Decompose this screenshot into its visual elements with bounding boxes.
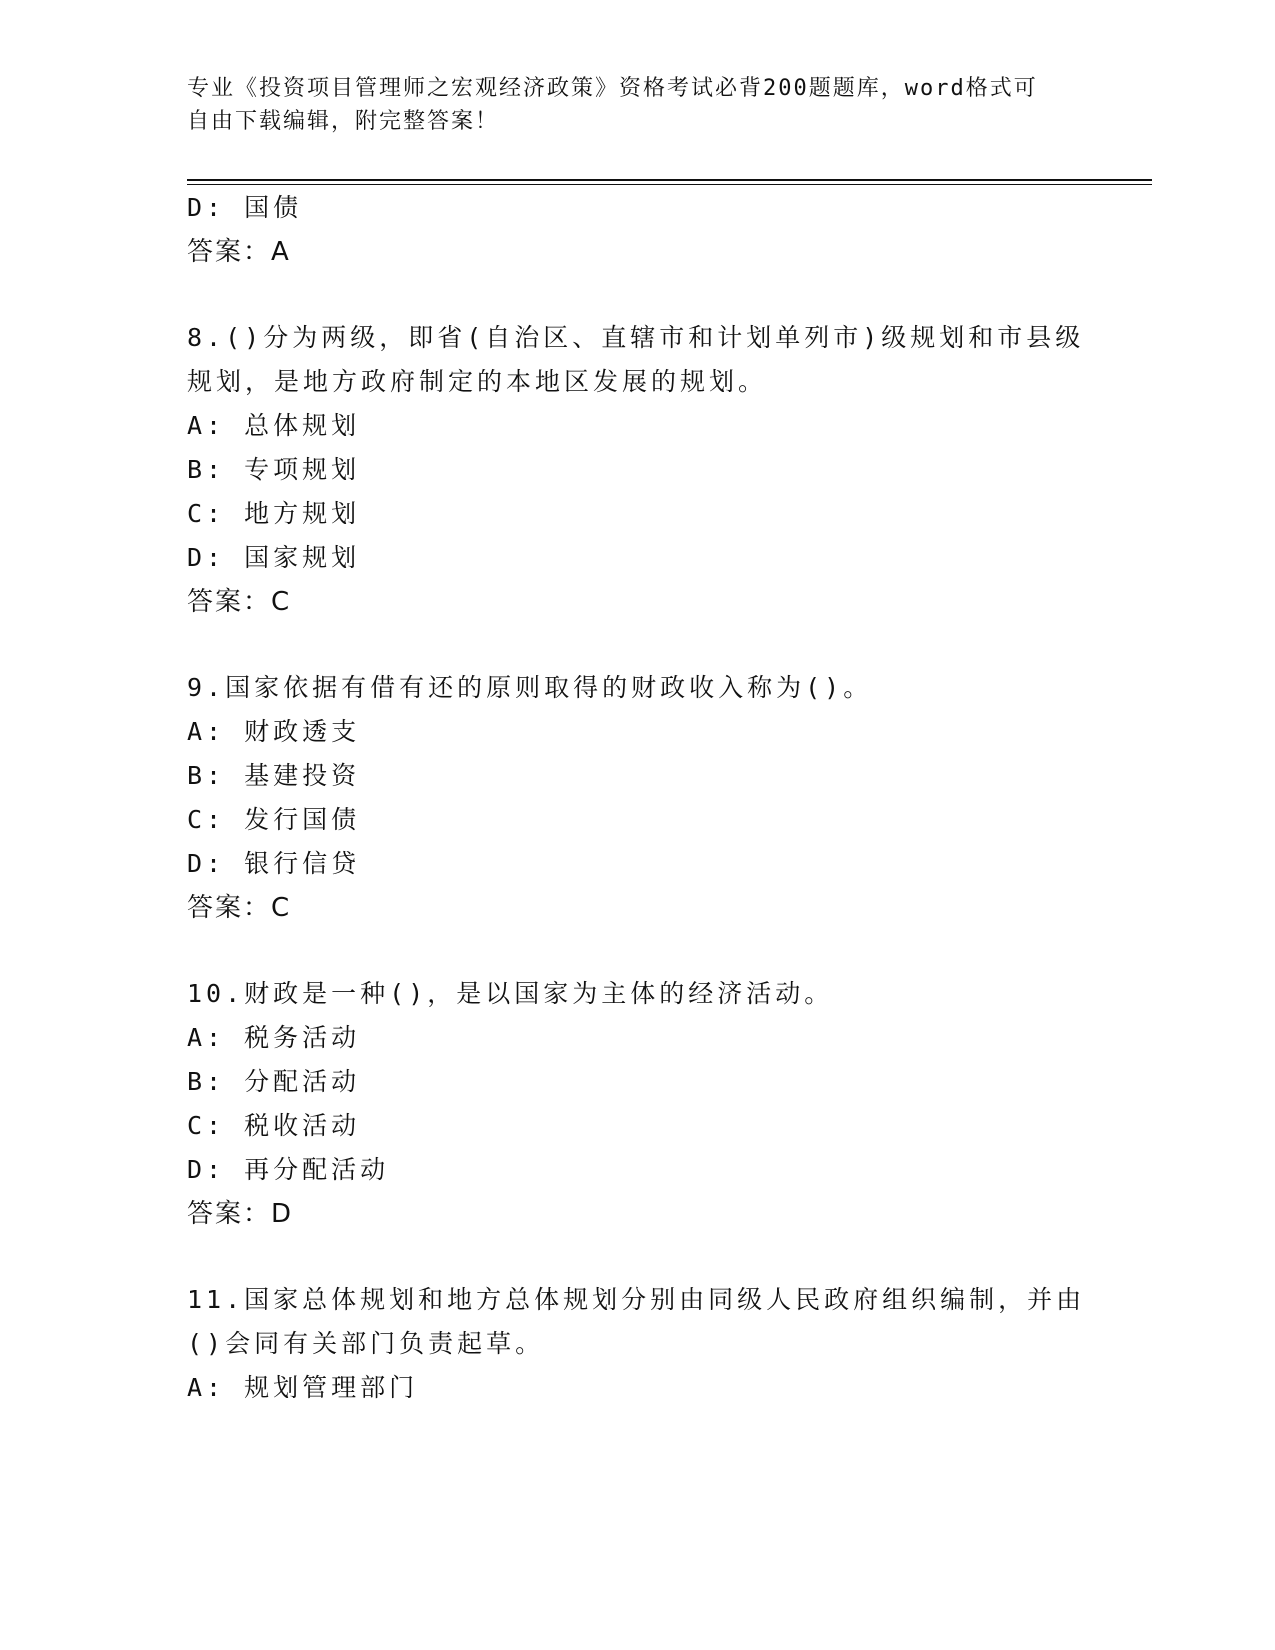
question-10-option-b: B: 分配活动 bbox=[187, 1067, 361, 1096]
question-10-option-c: C: 税收活动 bbox=[187, 1111, 361, 1140]
question-8-stem-line-1: 8.()分为两级，即省(自治区、直辖市和计划单列市)级规划和市县级 bbox=[187, 323, 1085, 352]
document-header bbox=[187, 72, 1087, 138]
prev-option-d: D: 国债 bbox=[187, 193, 303, 222]
question-8-option-b: B: 专项规划 bbox=[187, 455, 361, 484]
question-8-option-d: D: 国家规划 bbox=[187, 543, 361, 572]
question-10-option-d: D: 再分配活动 bbox=[187, 1155, 390, 1184]
question-10-stem-line-1: 10.财政是一种()，是以国家为主体的经济活动。 bbox=[187, 979, 834, 1008]
question-8-stem-line-2: 规划，是地方政府制定的本地区发展的规划。 bbox=[187, 367, 768, 396]
question-11-stem-line-1: 11.国家总体规划和地方总体规划分别由同级人民政府组织编制，并由 bbox=[187, 1285, 1086, 1314]
question-8-option-c: C: 地方规划 bbox=[187, 499, 361, 528]
prev-answer: 答案：A bbox=[187, 237, 291, 267]
question-9-answer: 答案：C bbox=[187, 893, 292, 923]
header-line-2: 自由下载编辑，附完整答案！ bbox=[187, 109, 500, 134]
header-divider-thick bbox=[187, 179, 1152, 181]
question-8-option-a: A: 总体规划 bbox=[187, 411, 361, 440]
header-divider-thin bbox=[187, 184, 1152, 185]
question-9-option-d: D: 银行信贷 bbox=[187, 849, 361, 878]
question-9-option-b: B: 基建投资 bbox=[187, 761, 361, 790]
question-11-option-a: A: 规划管理部门 bbox=[187, 1373, 419, 1402]
question-9-option-a: A: 财政透支 bbox=[187, 717, 361, 746]
question-8-answer: 答案：C bbox=[187, 587, 292, 617]
question-9-option-c: C: 发行国债 bbox=[187, 805, 361, 834]
question-10-answer: 答案：D bbox=[187, 1199, 294, 1229]
question-11-stem-line-2: ()会同有关部门负责起草。 bbox=[187, 1329, 545, 1358]
question-9-stem-line-1: 9.国家依据有借有还的原则取得的财政收入称为()。 bbox=[187, 673, 873, 702]
question-10-option-a: A: 税务活动 bbox=[187, 1023, 361, 1052]
header-line-1: 专业《投资项目管理师之宏观经济政策》资格考试必背200题题库，word格式可 bbox=[187, 76, 1038, 101]
